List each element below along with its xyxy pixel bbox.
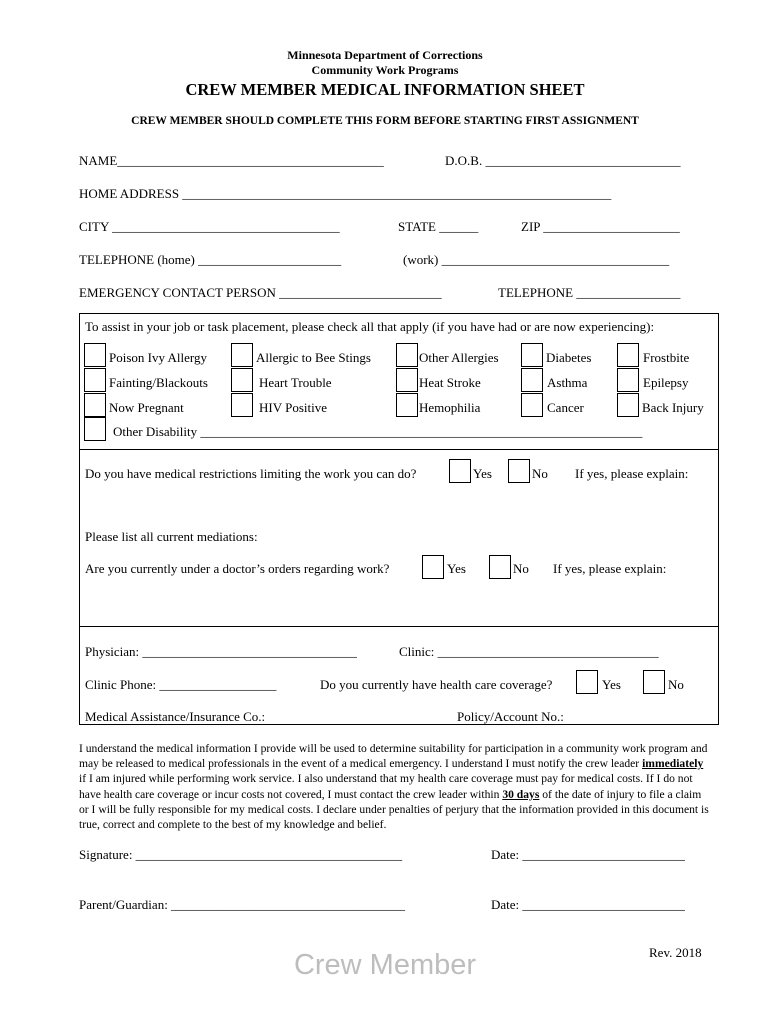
checkbox-restrictions-yes[interactable] bbox=[449, 459, 471, 483]
checkbox-heat-stroke[interactable] bbox=[396, 368, 418, 392]
checkbox-cancer[interactable] bbox=[521, 393, 543, 417]
statement-text-3: of the date of injury to file a claim or I will be fully responsible for my medical costs. I declare under penalties of perjury that the information provided in this document is true, correct and complete to the best of my knowledge and belief. bbox=[79, 787, 709, 832]
insurance-field[interactable]: Medical Assistance/Insurance Co.: bbox=[85, 709, 266, 724]
revision-label: Rev. 2018 bbox=[649, 945, 702, 960]
label-doctor-yes: Yes bbox=[447, 561, 466, 576]
form-title: CREW MEMBER MEDICAL INFORMATION SHEET bbox=[185, 80, 585, 99]
label-hiv-positive: HIV Positive bbox=[259, 400, 328, 415]
checkbox-now-pregnant[interactable] bbox=[84, 393, 106, 417]
checkbox-asthma[interactable] bbox=[521, 368, 543, 392]
checkbox-doctor-yes[interactable] bbox=[422, 555, 444, 579]
label-coverage-no: No bbox=[668, 677, 684, 692]
checkbox-fainting[interactable] bbox=[84, 368, 106, 392]
department-name: Minnesota Department of Corrections bbox=[287, 48, 483, 62]
section-divider bbox=[79, 626, 718, 627]
label-poison-ivy: Poison Ivy Allergy bbox=[109, 350, 207, 365]
label-other-allergies: Other Allergies bbox=[419, 350, 499, 365]
checkbox-frostbite[interactable] bbox=[617, 343, 639, 367]
watermark-text: Crew Member bbox=[293, 949, 477, 981]
emergency-contact-field[interactable]: EMERGENCY CONTACT PERSON _________________________ bbox=[79, 285, 442, 300]
label-heart-trouble: Heart Trouble bbox=[259, 375, 332, 390]
label-restrictions-no: No bbox=[532, 466, 548, 481]
restrictions-explain: If yes, please explain: bbox=[575, 466, 689, 481]
guardian-date-field[interactable]: Date: _________________________ bbox=[491, 897, 685, 912]
checkbox-poison-ivy[interactable] bbox=[84, 343, 106, 367]
clinic-field[interactable]: Clinic: __________________________________ bbox=[399, 644, 659, 659]
label-asthma: Asthma bbox=[547, 375, 588, 390]
checkbox-coverage-no[interactable] bbox=[643, 670, 665, 694]
telephone-home-field[interactable]: TELEPHONE (home) ______________________ bbox=[79, 252, 342, 267]
checkbox-diabetes[interactable] bbox=[521, 343, 543, 367]
zip-field[interactable]: ZIP _____________________ bbox=[521, 219, 680, 234]
label-now-pregnant: Now Pregnant bbox=[109, 400, 184, 415]
statement-text-1: I understand the medical information I provide will be used to determine suitability for participation in a community work program and may be released to medical professionals in the event of a medical emergency. I understand I must notify the crew leader bbox=[79, 742, 708, 771]
label-doctor-no: No bbox=[513, 561, 529, 576]
section-divider bbox=[79, 449, 718, 450]
checkbox-coverage-yes[interactable] bbox=[576, 670, 598, 694]
checkbox-other-disability[interactable] bbox=[84, 417, 106, 441]
statement-30-days: 30 days bbox=[502, 787, 540, 801]
state-field[interactable]: STATE ______ bbox=[398, 219, 479, 234]
telephone-work-field[interactable]: (work) ___________________________________ bbox=[403, 252, 670, 267]
checkbox-hiv-positive[interactable] bbox=[231, 393, 253, 417]
label-bee-stings: Allergic to Bee Stings bbox=[256, 350, 371, 365]
label-hemophilia: Hemophilia bbox=[419, 400, 481, 415]
label-epilepsy: Epilepsy bbox=[643, 375, 689, 390]
signature-date-field[interactable]: Date: _________________________ bbox=[491, 847, 685, 862]
statement-immediately: immediately bbox=[642, 757, 704, 771]
checkbox-restrictions-no[interactable] bbox=[508, 459, 530, 483]
checkbox-doctor-no[interactable] bbox=[489, 555, 511, 579]
signature-field[interactable]: Signature: _________________________________________ bbox=[79, 847, 403, 862]
restrictions-question: Do you have medical restrictions limiting the work you can do? bbox=[85, 466, 417, 481]
policy-field[interactable]: Policy/Account No.: bbox=[457, 709, 564, 724]
other-disability-field[interactable]: Other Disability ____________________________________________________________________ bbox=[113, 424, 643, 439]
checkbox-bee-stings[interactable] bbox=[231, 343, 253, 367]
checkbox-heart-trouble[interactable] bbox=[231, 368, 253, 392]
conditions-intro: To assist in your job or task placement, please check all that apply (if you have had or are now experiencing): bbox=[85, 319, 655, 334]
doctor-orders-question: Are you currently under a doctor’s orders regarding work? bbox=[85, 561, 390, 576]
label-frostbite: Frostbite bbox=[643, 350, 690, 365]
label-back-injury: Back Injury bbox=[642, 400, 704, 415]
emergency-telephone-field[interactable]: TELEPHONE ________________ bbox=[498, 285, 681, 300]
program-name: Community Work Programs bbox=[311, 63, 459, 77]
medications-label: Please list all current mediations: bbox=[85, 529, 258, 544]
city-field[interactable]: CITY ___________________________________ bbox=[79, 219, 340, 234]
checkbox-other-allergies[interactable] bbox=[396, 343, 418, 367]
checkbox-epilepsy[interactable] bbox=[617, 368, 639, 392]
label-cancer: Cancer bbox=[547, 400, 584, 415]
name-field[interactable]: NAME_________________________________________ bbox=[79, 153, 384, 168]
statement-paragraph bbox=[79, 741, 709, 832]
dob-field[interactable]: D.O.B. ______________________________ bbox=[445, 153, 681, 168]
checkbox-hemophilia[interactable] bbox=[396, 393, 418, 417]
statement-text-2: if I am injured while performing work service. I also understand that my health care coverage must pay for medical costs. If I do not have health care coverage or incur costs not covered, I must contact the crew leader within bbox=[79, 772, 693, 801]
checkbox-back-injury[interactable] bbox=[617, 393, 639, 417]
clinic-phone-field[interactable]: Clinic Phone: __________________ bbox=[85, 677, 277, 692]
coverage-question: Do you currently have health care coverage? bbox=[320, 677, 553, 692]
form-instruction: CREW MEMBER SHOULD COMPLETE THIS FORM BEFORE STARTING FIRST ASSIGNMENT bbox=[131, 115, 639, 127]
label-fainting: Fainting/Blackouts bbox=[109, 375, 208, 390]
home-address-field[interactable]: HOME ADDRESS __________________________________________________________________ bbox=[79, 186, 612, 201]
label-restrictions-yes: Yes bbox=[473, 466, 492, 481]
label-heat-stroke: Heat Stroke bbox=[419, 375, 481, 390]
doctor-explain: If yes, please explain: bbox=[553, 561, 667, 576]
physician-field[interactable]: Physician: _________________________________ bbox=[85, 644, 357, 659]
label-coverage-yes: Yes bbox=[602, 677, 621, 692]
label-diabetes: Diabetes bbox=[546, 350, 592, 365]
guardian-field[interactable]: Parent/Guardian: ____________________________________ bbox=[79, 897, 406, 912]
